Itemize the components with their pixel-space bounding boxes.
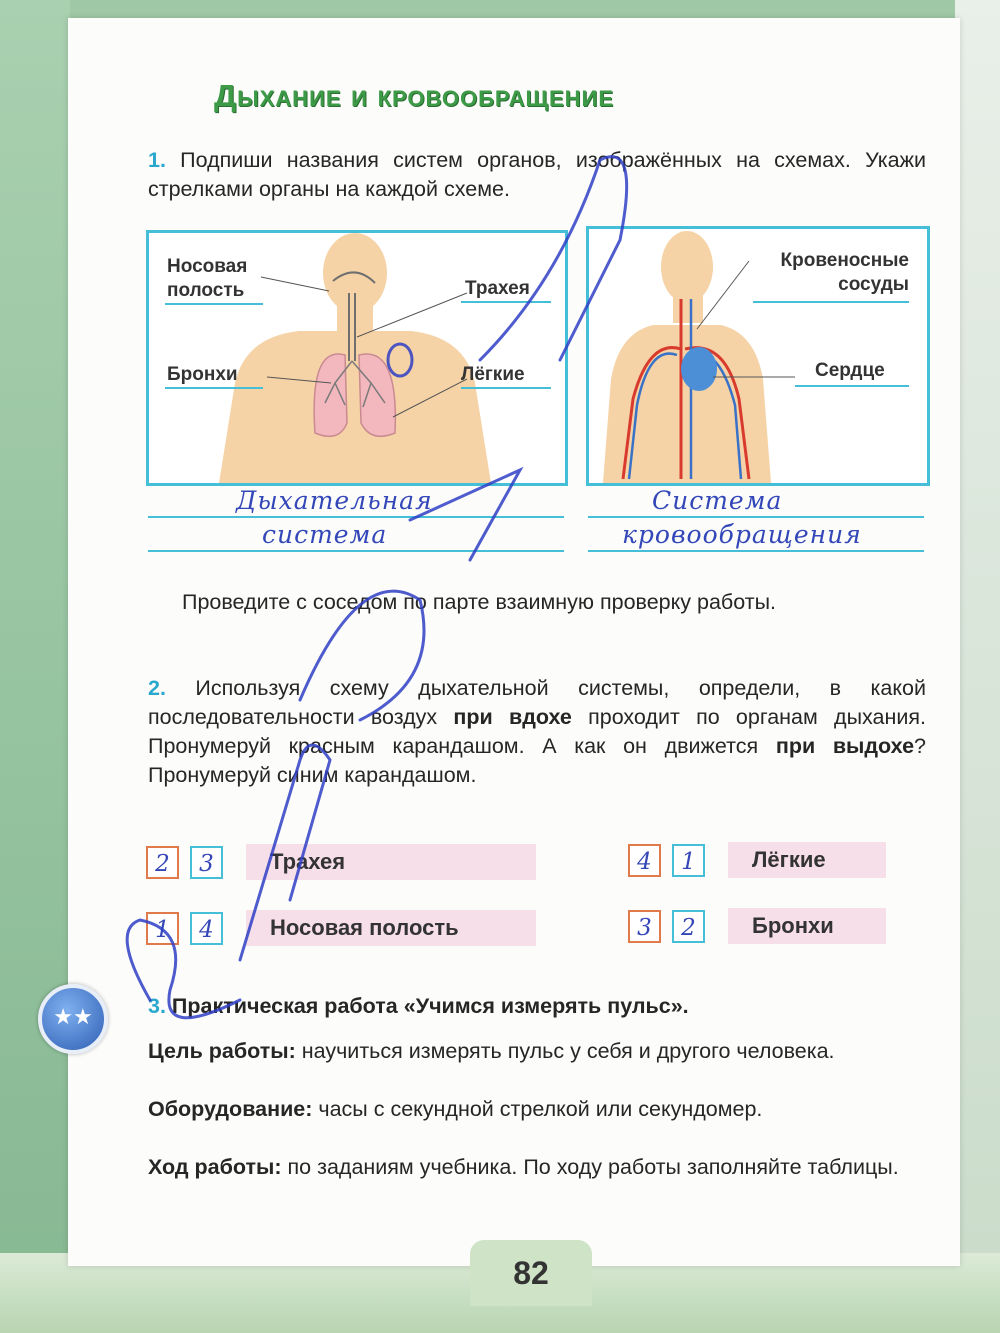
task1-instruction: Подпиши названия систем органов, изображённых на схемах. Укажи стрелками органы на каждой схеме. xyxy=(148,148,926,201)
process-label: Ход работы: xyxy=(148,1155,282,1179)
task2-text xyxy=(148,674,926,790)
label-heart: Сердце xyxy=(815,360,885,381)
label-underline xyxy=(165,387,263,389)
respiratory-diagram-panel xyxy=(146,230,568,486)
goal-text: научиться измерять пульс у себя и другого человека. xyxy=(295,1039,835,1063)
order-box-red[interactable]: 3 xyxy=(628,910,661,943)
handwritten-answer-right-1: Система xyxy=(652,486,783,515)
order-box-red[interactable]: 1 xyxy=(146,912,179,945)
left-page-margin xyxy=(0,0,70,1333)
task2-bold-exhale: при выдохе xyxy=(775,734,915,758)
handwritten-answer-left-1: Дыхательная xyxy=(236,486,433,515)
label-underline xyxy=(795,385,909,387)
peer-check-text: Проведите с соседом по парте взаимную проверку работы. xyxy=(182,590,777,614)
order-box-blue[interactable]: 4 xyxy=(190,912,223,945)
order-box-blue[interactable]: 1 xyxy=(672,844,705,877)
page-title: Дыхание и кровообращение xyxy=(214,78,614,113)
label-underline xyxy=(165,303,263,305)
label-blood-vessels: Кровеносные сосуды xyxy=(780,250,909,295)
label-underline xyxy=(753,301,909,303)
answer-line xyxy=(148,550,564,552)
right-page-margin xyxy=(955,0,1000,1333)
page-number: 82 xyxy=(470,1240,592,1306)
answer-line xyxy=(588,550,924,552)
workbook-page xyxy=(68,18,960,1266)
order-box-red[interactable]: 2 xyxy=(146,846,179,879)
circulatory-diagram-panel xyxy=(586,226,930,486)
answer-line xyxy=(148,516,564,518)
heart-shape xyxy=(681,347,717,391)
process-text: по заданиям учебника. По ходу работы заполняйте таблицы. xyxy=(281,1155,899,1179)
organ-label-bronchi: Бронхи xyxy=(728,908,886,944)
order-box-red[interactable]: 4 xyxy=(628,844,661,877)
task2-text-b: проходит по органам дыхания. Пронумеруй красным карандашом. А как он движется xyxy=(148,705,926,758)
task2-bold-inhale: при вдохе xyxy=(453,705,572,729)
label-nasal-cavity: Носовая полость xyxy=(167,256,248,301)
stars-badge-icon: ★★ xyxy=(38,984,108,1054)
goal-label: Цель работы: xyxy=(148,1039,296,1063)
label-underline xyxy=(461,301,551,303)
equipment-text: часы с секундной стрелкой или секундомер. xyxy=(312,1097,763,1121)
task2-number: 2. xyxy=(148,676,166,700)
task3-title-text: Практическая работа «Учимся измерять пульс». xyxy=(165,994,689,1018)
task3-goal xyxy=(148,1037,926,1066)
equipment-label: Оборудование: xyxy=(148,1097,313,1121)
task1-text xyxy=(148,146,926,204)
organ-label-nasal-cavity: Носовая полость xyxy=(246,910,536,946)
handwritten-answer-left-2: система xyxy=(262,520,388,549)
task3-process xyxy=(148,1153,926,1182)
order-box-blue[interactable]: 3 xyxy=(190,846,223,879)
organ-label-trachea: Трахея xyxy=(246,844,536,880)
task1-number: 1. xyxy=(148,148,166,172)
label-bronchi: Бронхи xyxy=(167,364,238,385)
task3-equipment xyxy=(148,1095,926,1124)
task3-number: 3. xyxy=(148,994,166,1018)
task3-title xyxy=(148,992,926,1021)
answer-line xyxy=(588,516,924,518)
label-underline xyxy=(461,387,551,389)
label-lungs: Лёгкие xyxy=(461,364,525,385)
task2-text-c: ? Пронумеруй синим карандашом. xyxy=(148,734,926,787)
handwritten-answer-right-2: кровообращения xyxy=(622,520,862,549)
task2-text-a: Используя схему дыхательной системы, определи, в какой последовательности воздух xyxy=(148,676,926,729)
order-box-blue[interactable]: 2 xyxy=(672,910,705,943)
label-trachea: Трахея xyxy=(465,278,530,299)
organ-label-lungs: Лёгкие xyxy=(728,842,886,878)
